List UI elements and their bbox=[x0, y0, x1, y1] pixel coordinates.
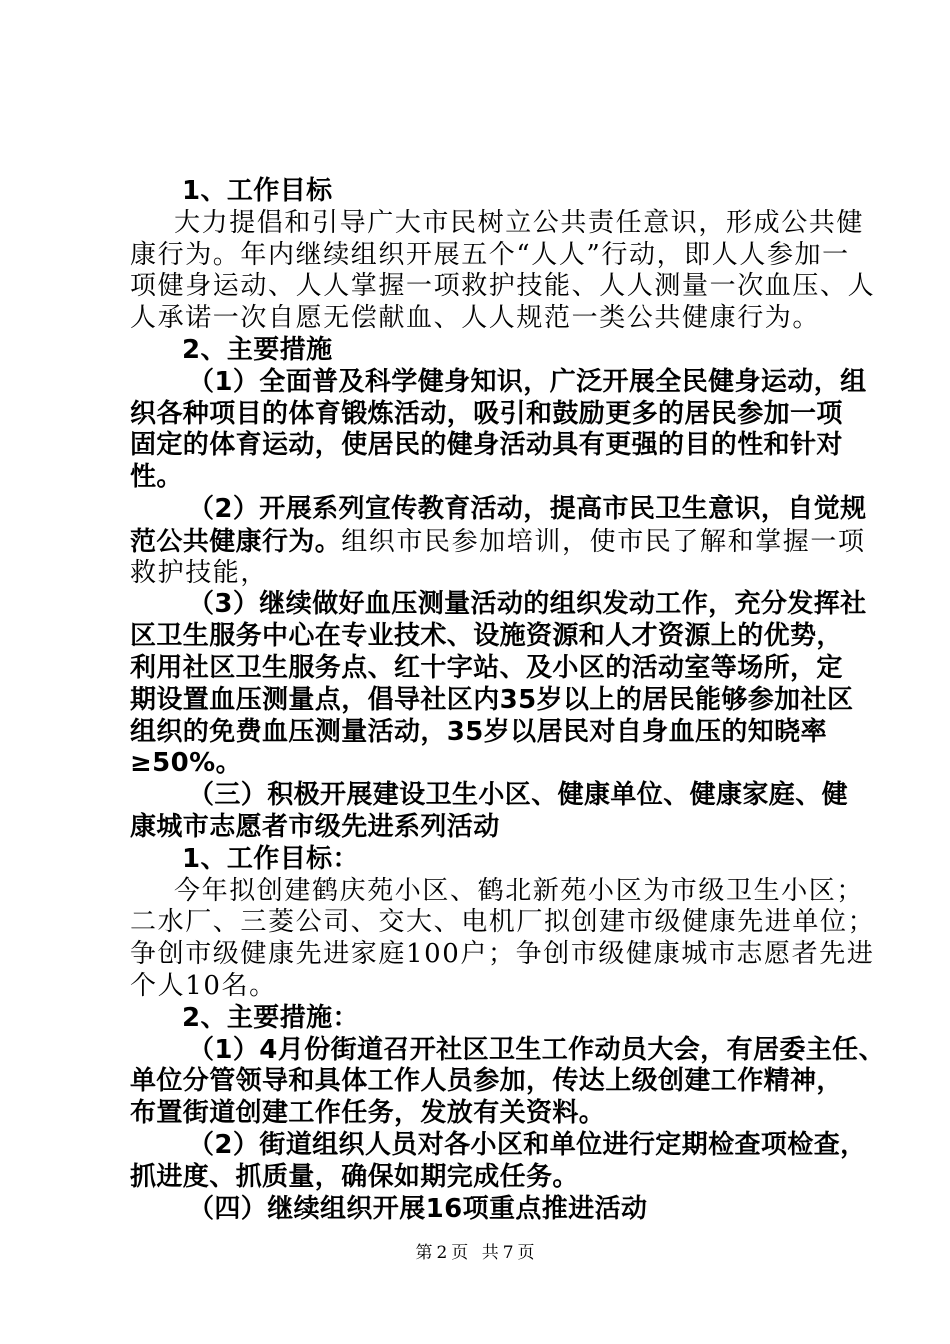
text-line: 布置街道创建工作任务，发放有关资料。 bbox=[130, 1098, 606, 1129]
current-page: 2 bbox=[436, 1243, 448, 1263]
text-line: （四）继续组织开展16项重点推进活动 bbox=[188, 1193, 648, 1224]
text-line: 2、主要措施 bbox=[182, 334, 333, 365]
text-line: （3）继续做好血压测量活动的组织发动工作，充分发挥社 bbox=[188, 589, 867, 620]
text-line: 组织的免费血压测量活动，35岁以居民对自身血压的知晓率 bbox=[130, 716, 827, 747]
text-line: （1）全面普及科学健身知识，广泛开展全民健身运动，组 bbox=[188, 366, 867, 397]
text-line: 今年拟创建鹤庆苑小区、鹤北新苑小区为市级卫生小区； bbox=[174, 875, 865, 906]
text-line: 争创市级健康先进家庭100户；争创市级健康城市志愿者先进 bbox=[130, 939, 875, 970]
total-prefix: 共 bbox=[481, 1243, 499, 1263]
text-line: （1）4月份街道召开社区卫生工作动员大会，有居委主任、 bbox=[188, 1034, 885, 1065]
text-line: 区卫生服务中心在专业技术、设施资源和人才资源上的优势， bbox=[130, 621, 843, 652]
text-segment-regular: 组织市民参加培训，使市民了解和掌握一项 bbox=[341, 526, 866, 557]
text-line: 二水厂、三菱公司、交大、电机厂拟创建市级健康先进单位； bbox=[130, 907, 876, 938]
text-line: 人承诺一次自愿无偿献血、人人规范一类公共健康行为。 bbox=[130, 303, 821, 334]
page-suffix: 页 bbox=[451, 1243, 469, 1263]
text-segment-bold: 范公共健康行为。 bbox=[130, 526, 342, 557]
page-total bbox=[480, 1243, 537, 1263]
text-line: （三）积极开展建设卫生小区、健康单位、健康家庭、健 bbox=[188, 780, 849, 811]
text-line: 固定的体育运动，使居民的健身活动具有更强的目的性和针对 bbox=[130, 430, 843, 461]
text-line: （2）街道组织人员对各小区和单位进行定期检查项检查， bbox=[188, 1129, 867, 1160]
text-line: 织各种项目的体育锻炼活动，吸引和鼓励更多的居民参加一项 bbox=[130, 398, 843, 429]
page-prefix: 第 bbox=[415, 1243, 433, 1263]
document-body bbox=[130, 176, 885, 1225]
text-line: 康行为。年内继续组织开展五个“人人”行动，即人人参加一 bbox=[130, 239, 850, 270]
total-suffix: 页 bbox=[517, 1243, 535, 1263]
text-line: 康城市志愿者市级先进系列活动 bbox=[130, 811, 500, 842]
text-line: 项健身运动、人人掌握一项救护技能、人人测量一次血压、人 bbox=[130, 271, 876, 302]
text-line: 2、主要措施： bbox=[182, 1002, 359, 1033]
text-line: 救护技能， bbox=[130, 557, 269, 588]
text-line: （2）开展系列宣传教育活动，提高市民卫生意识，自觉规 bbox=[188, 493, 867, 524]
text-line: 单位分管领导和具体工作人员参加，传达上级创建工作精神， bbox=[130, 1066, 843, 1097]
text-line: 大力提倡和引导广大市民树立公共责任意识，形成公共健 bbox=[174, 207, 865, 238]
text-line: 个人10名。 bbox=[130, 970, 277, 1001]
text-line: ≥50%。 bbox=[130, 748, 243, 779]
total-pages: 7 bbox=[502, 1243, 514, 1263]
text-line: 1、工作目标： bbox=[182, 843, 359, 874]
page-footer bbox=[0, 1241, 950, 1265]
text-line: 期设置血压测量点，倡导社区内35岁以上的居民能够参加社区 bbox=[130, 684, 854, 715]
text-line: 性。 bbox=[130, 462, 183, 493]
text-line bbox=[130, 526, 866, 558]
text-line: 利用社区卫生服务点、红十字站、及小区的活动室等场所，定 bbox=[130, 652, 843, 683]
text-line: 1、工作目标 bbox=[182, 176, 333, 206]
page-number bbox=[413, 1243, 470, 1263]
text-line: 抓进度、抓质量，确保如期完成任务。 bbox=[130, 1161, 579, 1192]
